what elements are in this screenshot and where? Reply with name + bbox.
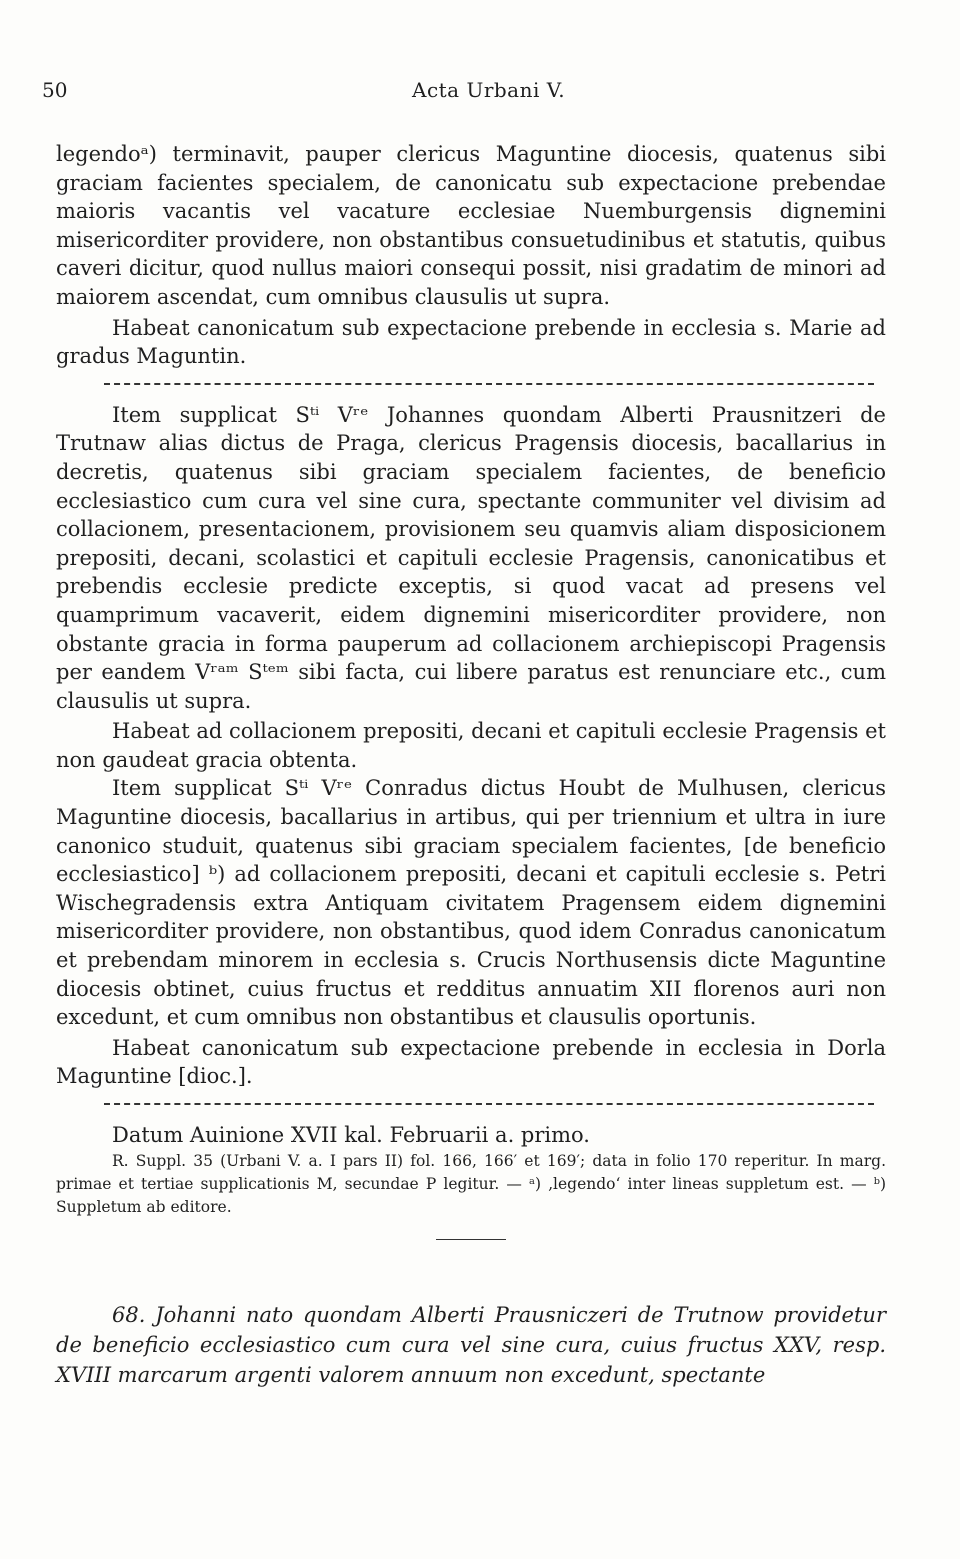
paragraph-habeat-1: Habeat canonicatum sub expectacione prebende in ecclesia s. Marie ad gradus Maguntin. <box>56 315 886 369</box>
regest-68: 68. Johanni nato quondam Alberti Prausniczeri de Trutnow providetur de beneficio ecclesiastico cum cura vel sine cura, cuius fructus XXV, resp. XVIII marcarum argenti valorem annuum non excedunt, spectante <box>56 1302 886 1387</box>
paragraph-habeat-3: Habeat canonicatum sub expectacione prebende in ecclesia in Dorla Maguntine [dioc.]. <box>56 1035 886 1089</box>
dashed-separator-2 <box>104 1103 874 1105</box>
paragraph-supplicat-conradus: Item supplicat Sᵗⁱ Vʳᵉ Conradus dictus Houbt de Mulhusen, clericus Maguntine diocesis, bacallarius in artibus, qui per triennium et ultra in iure canonico studuit, quatenus sibi graciam specialem facientes, [de beneficio ecclesiastico] ᵇ) ad collacionem prepositi, decani et capituli ecclesie s. Petri Wischegradensis extra Antiquam civitatem Pragensem eidem dignemini misericorditer providere, non obstantibus, quod idem Conradus canonicatum et prebendam minorem in ecclesia s. Crucis Northusensis dicte Maguntine diocesis obtinet, cuius fructus et redditus annuatim XII florenos auri non excedunt, et cum omnibus non obstantibus et clausulis oportunis. <box>56 776 886 1030</box>
page-body <box>56 140 886 1390</box>
datum-line: Datum Auinione XVII kal. Februarii a. primo. <box>112 1123 590 1147</box>
dashed-separator-1 <box>104 383 874 385</box>
short-rule <box>436 1239 506 1240</box>
paragraph-supplicat-johannes: Item supplicat Sᵗⁱ Vʳᵉ Johannes quondam Alberti Prausnitzeri de Trutnaw alias dictus de Praga, clericus Pragensis diocesis, bacallarius in decretis, quatenus sibi graciam specialem facientes, de beneficio ecclesiastico cum cura vel sine cura, spectante communiter vel divisim ad collacionem, presentacionem, provisionem seu quamvis aliam disposicionem prepositi, decani, scolastici et capituli ecclesie Pragensis, canonicatibus et prebendis ecclesie predicte exceptis, si quod vacat ad presens vel quamprimum vacaverit, eidem dignemini misericorditer providere, non obstante gracia in forma pauperum ad collacionem archiepiscopi Pragensis per eandem Vʳᵃᵐ Sᵗᵉᵐ sibi facta, cui libere paratus est renunciare etc., cum clausulis ut supra. <box>56 402 886 713</box>
paragraph-habeat-2: Habeat ad collacionem prepositi, decani et capituli ecclesie Pragensis et non gaudeat gracia obtenta. <box>56 719 886 772</box>
paragraph-1: legendoᵃ) terminavit, pauper clericus Maguntine diocesis, quatenus sibi graciam facientes specialem, de canonicatu sub expectacione prebendae maioris vacantis vel vacature ecclesiae Nuemburgensis dignemini misericorditer providere, non obstantibus consuetudinibus et statutis, quibus caveri dicitur, quod nullus maiori consequi possit, nisi gradatim de minori ad maiorem ascendat, cum omnibus clausulis ut supra. <box>56 142 886 309</box>
footnotes: R. Suppl. 35 (Urbani V. a. I pars II) fol. 166, 166′ et 169′; data in folio 170 reperitur. In marg. primae et tertiae supplicationis M, secundae P legitur. — ᵃ) ‚legendo‘ inter lineas suppletum est. — ᵇ) Suppletum ab editore. <box>56 1151 886 1216</box>
page-number: 50 <box>42 78 68 102</box>
page-header <box>42 78 900 108</box>
running-title: Acta Urbani V. <box>412 78 566 102</box>
